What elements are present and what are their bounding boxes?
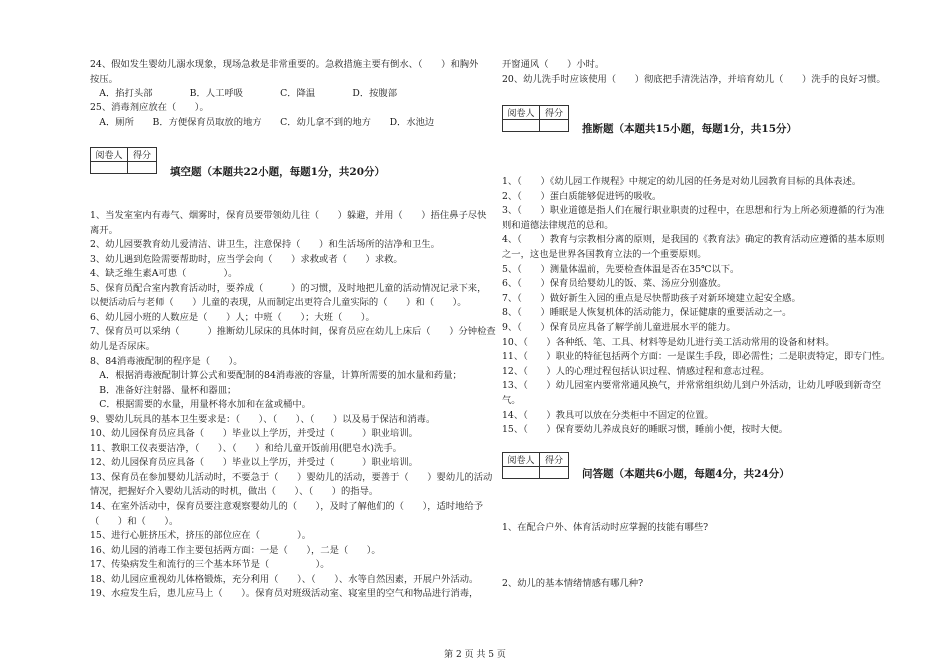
reviewer-label: 阅卷人	[503, 106, 540, 120]
question-line: 17、传染病发生和流行的三个基本环节是（ ）。	[90, 559, 330, 571]
qa-question: 2、幼儿的基本情绪情感有哪几种?	[502, 578, 644, 589]
option-line: A．厕所 B．方便保育员取放的地方 C．幼儿拿不到的地方 D．水池边	[90, 117, 435, 128]
question-line: A．根据消毒液配制计算公式和要配制的84消毒液的容量，计算所需要的加水量和药量；	[90, 370, 462, 382]
question-line: 2、幼儿园要教育幼儿爱清洁、讲卫生，注意保持（ ）和生活场所的洁净和卫生。	[90, 239, 440, 251]
score-cell	[540, 120, 569, 132]
question-line: 9、（ ）保育员应具备了解学前儿童进展水平的能力。	[502, 322, 736, 333]
section-title-qa: 问答题（本题共6小题，每题4分，共24分）	[582, 468, 790, 480]
qa-question: 1、在配合户外、体育活动时应掌握的技能有哪些?	[502, 522, 709, 533]
score-box	[90, 147, 157, 174]
question-line: 16、幼儿园的消毒工作主要包括两方面：一是（ ），二是（ ）。	[90, 544, 381, 556]
question-line: 6、幼儿园小班的人数应是（ ）人；中班（ ）；大班（ ）。	[90, 311, 375, 323]
question-line: 4、缺乏维生素A可患（ ）。	[90, 268, 238, 280]
question-line: 幼儿是否尿床。	[90, 340, 156, 352]
option-line: A．掐打头部 B．人工呼吸 C．降温 D．按腹部	[90, 88, 398, 99]
question-line: 气。	[502, 395, 521, 406]
question-line: 25、消毒剂应放在（ ）。	[90, 102, 209, 113]
question-line: 7、保育员可以采纳（ ）推断幼儿尿床的具体时间，保育员应在幼儿上床后（ ）分钟检查	[90, 326, 496, 338]
question-line: 14、在室外活动中，保育员要注意观察婴幼儿的（ ），及时了解他们的（ ），适时地给予	[90, 501, 483, 512]
score-cell	[540, 467, 569, 479]
question-line: 1、（ ）《幼儿园工作规程》中规定的幼儿园的任务是对幼儿园教育目标的具体表述。	[502, 176, 862, 187]
question-line: 开窗通风（ ）小时。	[502, 59, 605, 70]
question-line: 11、（ ）职业的特征包括两个方面：一是谋生手段，即必需性；二是职责特定，即专门性。	[502, 351, 891, 363]
score-box	[502, 452, 569, 479]
question-line: 10、幼儿园保育员应具备（ ）毕业以上学历，并受过（ ）职业培训。	[90, 428, 418, 440]
question-line: 8、84消毒液配制的程序是（ ）。	[90, 355, 243, 367]
score-label: 得分	[540, 453, 569, 467]
section-title-fill-blank: 填空题（本题共22小题，每题1分，共20分）	[170, 166, 386, 178]
reviewer-label: 阅卷人	[503, 453, 540, 467]
reviewer-label: 阅卷人	[91, 148, 128, 162]
score-label: 得分	[540, 106, 569, 120]
question-line: 14、（ ）教具可以放在分类柜中不固定的位置。	[502, 409, 714, 421]
question-line: 6、（ ）保育员给婴幼儿的饭、菜、汤应分别盛放。	[502, 278, 727, 290]
question-line: 5、保育员配合室内教育活动时，要养成（ ）的习惯，及时地把儿童的活动情况记录下来，	[90, 282, 487, 294]
question-line: 之一，这也是世界各国教育立法的一个重要原则。	[502, 249, 707, 260]
question-line: 8、（ ）睡眠是人恢复机体的活动能力，保证健康的重要活动之一。	[502, 307, 792, 319]
reviewer-cell	[91, 162, 128, 174]
question-line: 以便活动后与老师（ ）儿童的表现，从而制定出更符合儿童实际的（ ）和（ ）。	[90, 297, 467, 309]
question-line: 12、幼儿园保育员应具备（ ）毕业以上学历，并受过（ ）职业培训。	[90, 457, 418, 469]
question-line: 13、保育员在参加婴幼儿活动时，不要急于（ ）婴幼儿的活动，要善于（ ）婴幼儿的活动	[90, 471, 493, 483]
question-line: 5、（ ）测量体温前，先要检查体温是否在35℃以下。	[502, 263, 740, 275]
question-line: （ ）和（ ）。	[90, 515, 179, 527]
question-line: 9、婴幼儿玩具的基本卫生要求是：（ ）、（ ）、（ ）以及易于保洁和消毒。	[90, 413, 436, 425]
question-line: 2、（ ）蛋白质能够促进钙的吸收。	[502, 190, 662, 202]
score-label: 得分	[128, 148, 157, 162]
question-line: 4、（ ）教育与宗教相分离的原则，是我国的《教育法》确定的教育活动应遵循的基本原则	[502, 234, 885, 246]
reviewer-cell	[503, 120, 540, 132]
question-line: 24、假如发生婴幼儿溺水现象，现场急救是非常重要的。急救措施主要有倒水、（ ）和胸外	[90, 59, 479, 70]
question-line: B．准备好注射器、量杯和器皿；	[90, 384, 237, 396]
question-line: 1、当发室室内有毒气、烟雾时，保育员要带领幼儿往（ ）躲避，并用（ ）捂住鼻子尽快	[90, 210, 487, 221]
question-line: 情况，把握好介入婴幼儿活动的时机，做出（ ）、（ ）的指导。	[90, 486, 379, 498]
question-line: 13、（ ）幼儿园室内要常常通风换气，并常常组织幼儿到户外活动，让幼儿呼吸到新奇空	[502, 380, 882, 392]
question-line: C．根据需要的水量，用量杯将水加和在盆或桶中。	[90, 399, 311, 411]
question-line: 15、（ ）保育要幼儿养成良好的睡眠习惯，睡前小便，按时大便。	[502, 424, 789, 436]
question-line: 按压。	[90, 74, 118, 85]
question-line: 18、幼儿园应重视幼儿体格锻炼，充分利用（ ）、（ ）、水等自然因素，开展户外活动。	[90, 573, 479, 585]
question-line: 3、（ ）职业道德是指人们在履行职业职责的过程中，在思想和行为上所必须遵循的行为准	[502, 205, 885, 217]
question-line: 15、进行心脏挤压术，挤压的部位应在（ ）。	[90, 530, 312, 542]
question-line: 11、教职工仪表要洁净，（ ）、（ ）和给儿童开饭前用(肥皂水)洗手。	[90, 442, 402, 454]
question-line: 则和道德法律规范的总和。	[502, 219, 614, 231]
question-line: 3、幼儿遇到危险需要帮助时，应当学会向（ ）求救或者（ ）求救。	[90, 253, 403, 265]
question-line: 20、幼儿洗手时应该使用（ ）彻底把手清洗洁净，并培育幼儿（ ）洗手的良好习惯。	[502, 74, 886, 85]
question-line: 离开。	[90, 224, 118, 236]
score-box	[502, 105, 569, 132]
reviewer-cell	[503, 467, 540, 479]
page-footer: 第 2 页 共 5 页	[444, 650, 506, 660]
question-line: 10、（ ）各种纸、笔、工具、材料等是幼儿进行美工活动常用的设备和材料。	[502, 336, 835, 348]
question-line: 12、（ ）人的心理过程包括认识过程、情感过程和意志过程。	[502, 365, 770, 377]
question-line: 7、（ ）做好新生入园的重点是尽快帮助孩子对新环境建立起安全感。	[502, 292, 801, 304]
section-title-judgement: 推断题（本题共15小题，每题1分，共15分）	[582, 123, 798, 135]
score-cell	[128, 162, 157, 174]
question-line: 19、水痘发生后，患儿应马上（ ）。保育员对班级活动室、寝室里的空气和物品进行消毒，	[90, 588, 479, 600]
